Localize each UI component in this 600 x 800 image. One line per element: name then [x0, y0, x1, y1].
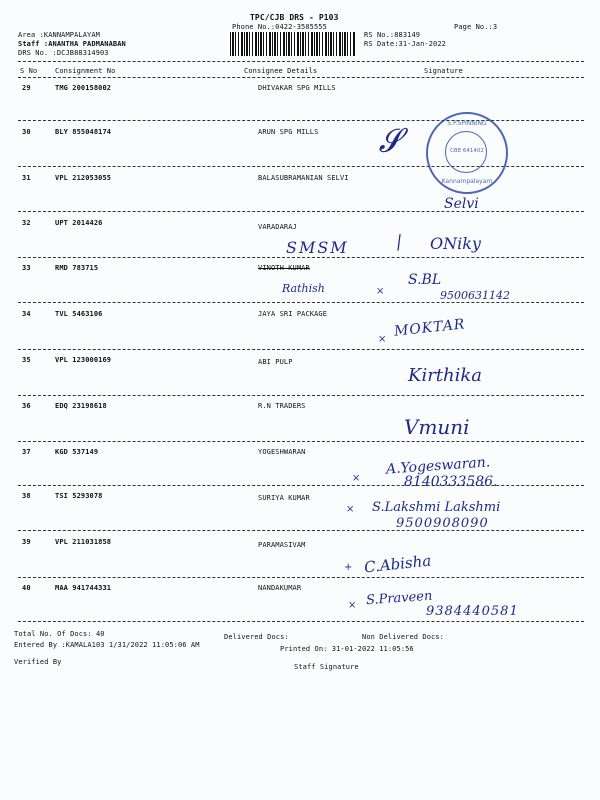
table-row: [0, 356, 600, 366]
table-row: [0, 174, 600, 184]
row-consignee: PARAMASIVAM: [258, 541, 306, 549]
row-consignee: JAYA SRI PACKAGE: [258, 310, 328, 318]
table-row: [0, 492, 600, 502]
row-consignment: UPT 2014426: [55, 219, 103, 227]
divider: [18, 77, 584, 78]
column-sno: S No: [20, 67, 38, 75]
row-sno: 37: [22, 448, 31, 456]
row-sno: 38: [22, 492, 31, 500]
entered-by: Entered By :KAMALA103 1/31/2022 11:05:06 AM: [14, 641, 200, 649]
row-divider: [18, 441, 584, 442]
drs-number: DRS No. :DCJB88314903: [18, 49, 109, 57]
row-consignment: MAA 941744331: [55, 584, 112, 592]
handwritten-signature: ONiky: [430, 234, 481, 253]
handwritten-signature: Rathish: [282, 282, 325, 295]
handwritten-signature: Selvi: [444, 196, 479, 212]
row-divider: [18, 485, 584, 486]
total-docs: Total No. Of Docs: 40: [14, 630, 105, 638]
row-sno: 29: [22, 84, 31, 92]
row-divider: [18, 621, 584, 622]
row-consignee: VARADARAJ: [258, 223, 297, 231]
table-row: [0, 84, 600, 94]
row-consignee: SURIYA KUMAR: [258, 494, 310, 502]
column-consignee: Consignee Details: [244, 67, 318, 75]
area-label: Area :KANNAMPALAYAM: [18, 31, 100, 39]
row-consignee: YOGESHWARAN: [258, 448, 306, 456]
signature-scribble: 𝓢: [376, 122, 403, 161]
handwritten-signature: 9500908090: [396, 516, 489, 531]
verified-by: Verified By: [14, 658, 62, 666]
row-divider: [18, 211, 584, 212]
non-delivered-docs: Non Delivered Docs:: [362, 633, 444, 641]
handwritten-signature: MOKTAR: [393, 316, 467, 340]
table-row: [0, 219, 600, 229]
rs-number: RS No.:883149: [364, 31, 421, 39]
company-stamp: [426, 112, 508, 194]
handwritten-signature: 9500631142: [440, 289, 510, 302]
table-row: [0, 264, 600, 274]
staff-label: Staff :ANANTHA PADMANABAN: [18, 40, 126, 48]
handwritten-signature: S.BL: [408, 272, 442, 288]
handwritten-signature: S.Lakshmi Lakshmi: [372, 500, 501, 515]
row-sno: 33: [22, 264, 31, 272]
row-consignment: TVL 5463106: [55, 310, 103, 318]
row-sno: 32: [22, 219, 31, 227]
row-divider: [18, 395, 584, 396]
row-consignment: KGD 537149: [55, 448, 99, 456]
column-signature: Signature: [424, 67, 463, 75]
row-divider: [18, 257, 584, 258]
handwritten-signature: Vmuni: [404, 415, 470, 439]
row-consignment: VPL 123000169: [55, 356, 112, 364]
sheet-title: TPC/CJB DRS - P103: [250, 13, 339, 22]
handwritten-mark: ×: [346, 504, 355, 515]
row-sno: 30: [22, 128, 31, 136]
row-consignment: VPL 212053055: [55, 174, 112, 182]
stamp-top-text: S.P.SPINNING: [447, 120, 487, 127]
row-consignee: BALASUBRAMANIAN SELVI: [258, 174, 349, 182]
staff-signature: Staff Signature: [294, 663, 359, 671]
handwritten-mark: /: [392, 231, 406, 254]
printed-on: Printed On: 31-01-2022 11:05:56: [280, 645, 414, 653]
handwritten-signature: SMSM: [286, 238, 349, 257]
delivered-docs: Delivered Docs:: [224, 633, 289, 641]
row-sno: 40: [22, 584, 31, 592]
table-row: [0, 402, 600, 412]
barcode: [230, 32, 356, 56]
table-row: [0, 310, 600, 320]
column-consignment: Consignment No: [55, 67, 116, 75]
row-consignee: ARUN SPG MILLS: [258, 128, 319, 136]
row-consignment: EDQ 23198618: [55, 402, 107, 410]
row-consignee: VINOTH KUMAR: [258, 264, 310, 272]
row-sno: 31: [22, 174, 31, 182]
table-row: [0, 128, 600, 138]
handwritten-mark: ×: [376, 286, 385, 297]
handwritten-signature: 9384440581: [426, 604, 519, 619]
handwritten-mark: +: [344, 562, 353, 573]
row-consignee: NANDAKUMAR: [258, 584, 302, 592]
handwritten-signature: 8140333586.: [404, 474, 498, 490]
row-sno: 35: [22, 356, 31, 364]
handwritten-signature: S.Praveen: [365, 588, 433, 609]
row-sno: 36: [22, 402, 31, 410]
divider: [18, 61, 584, 62]
row-consignee: R.N TRADERS: [258, 402, 306, 410]
row-consignment: RMD 783715: [55, 264, 99, 272]
row-divider: [18, 530, 584, 531]
handwritten-mark: ×: [348, 600, 357, 611]
page-number: Page No.:3: [454, 23, 498, 31]
handwritten-mark: ×: [352, 473, 361, 484]
table-row: [0, 448, 600, 458]
row-consignee: DHIVAKAR SPG MILLS: [258, 84, 336, 92]
rs-date: RS Date:31-Jan-2022: [364, 40, 446, 48]
table-row: [0, 584, 600, 594]
stamp-bottom-text: Kannampalayam: [441, 178, 493, 185]
row-divider: [18, 577, 584, 578]
row-sno: 34: [22, 310, 31, 318]
phone-number: Phone No.:0422-3505555: [232, 23, 327, 31]
row-divider: [18, 349, 584, 350]
row-divider: [18, 302, 584, 303]
row-consignment: TSI 5293078: [55, 492, 103, 500]
row-consignment: BLY 855048174: [55, 128, 112, 136]
handwritten-signature: C.Abisha: [363, 551, 433, 577]
stamp-middle-text: CBE 641402: [450, 148, 484, 154]
row-consignment: VPL 211031858: [55, 538, 112, 546]
row-consignee: ABI PULP: [258, 358, 293, 366]
row-consignment: TMG 200158002: [55, 84, 112, 92]
handwritten-signature: A.Yogeswaran.: [385, 454, 491, 478]
handwritten-signature: Kirthika: [408, 365, 483, 386]
row-sno: 39: [22, 538, 31, 546]
table-row: [0, 538, 600, 548]
handwritten-mark: ×: [378, 334, 387, 345]
